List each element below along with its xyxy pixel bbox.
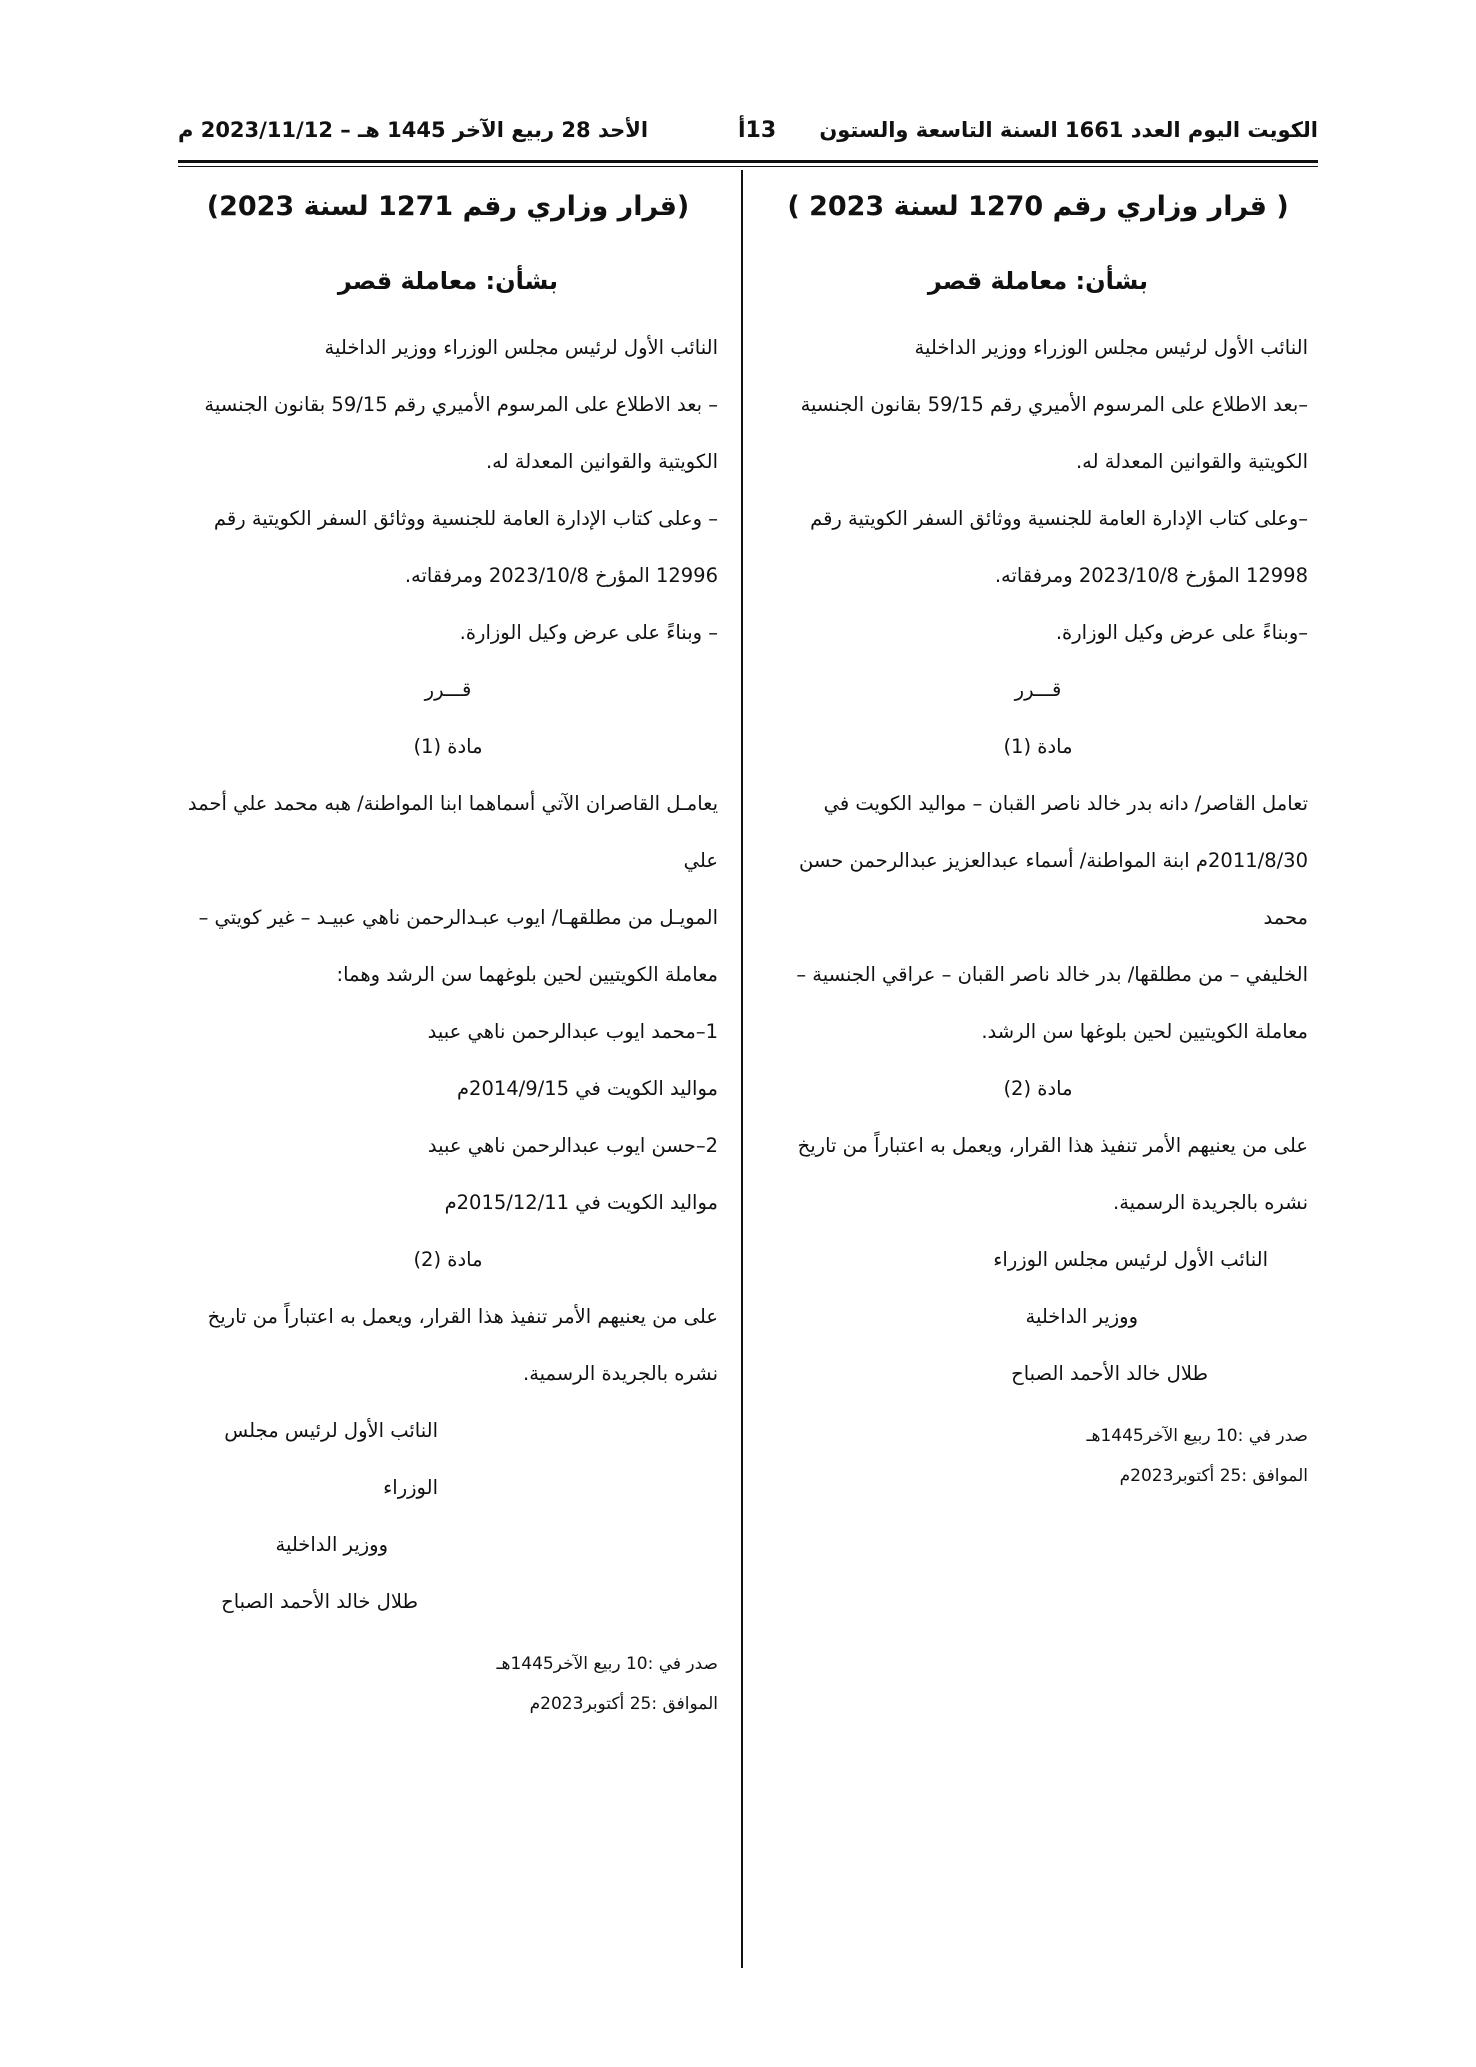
header-rule-thick <box>178 160 1318 163</box>
signatory-name: طلال خالد الأحمد الصباح <box>221 1590 418 1613</box>
issuer-line: النائب الأول لرئيس مجلس الوزراء ووزير الداخلية <box>324 336 718 359</box>
article-text: على من يعنيهم الأمر تنفيذ هذا القرار، ويعمل به اعتباراً من تاريخ <box>797 1134 1308 1157</box>
decision-1271-column <box>178 185 718 1724</box>
article-text: معاملة الكويتيين لحين بلوغها سن الرشد. <box>981 1020 1308 1043</box>
preamble-line: – وعلى كتاب الإدارة العامة للجنسية ووثائق السفر الكويتية رقم <box>213 507 718 530</box>
issued-date: صدر في :10 ربيع الآخر1445هـ <box>1086 1426 1308 1446</box>
article-text: الخليفي – من مطلقها/ بدر خالد ناصر القبان – عراقي الجنسية – <box>796 963 1308 986</box>
signatory-role: ووزير الداخلية <box>275 1533 388 1556</box>
preamble-line: الكويتية والقوانين المعدلة له. <box>1075 450 1308 473</box>
gazette-issue-info: الكويت اليوم العدد 1661 السنة التاسعة والستون <box>819 118 1318 142</box>
signatory-title: النائب الأول لرئيس مجلس الوزراء <box>993 1248 1268 1271</box>
preamble-line: 12996 المؤرخ 2023/10/8 ومرفقاته. <box>404 564 718 587</box>
article-text: يعامـل القاصران الآتي أسماهما ابنا المواطنة/ هبه محمد علي أحمد علي <box>187 792 718 872</box>
article-2-heading: مادة (2) <box>413 1248 483 1271</box>
signatory-role: ووزير الداخلية <box>1025 1305 1138 1328</box>
decision-1270-column <box>768 185 1308 1496</box>
article-text: تعامل القاصر/ دانه بدر خالد ناصر القبان – مواليد الكويت في <box>823 792 1308 815</box>
gazette-date: الأحد 28 ربيع الآخر 1445 هـ – 2023/11/12 م <box>178 118 649 142</box>
article-text: معاملة الكويتيين لحين بلوغهما سن الرشد وهما: <box>336 963 718 986</box>
article-1-heading: مادة (1) <box>413 735 483 758</box>
preamble-line: –بعد الاطلاع على المرسوم الأميري رقم 59/15 بقانون الجنسية <box>800 393 1308 416</box>
issued-date: صدر في :10 ربيع الآخر1445هـ <box>496 1654 718 1674</box>
signatory-title: النائب الأول لرئيس مجلس الوزراء <box>224 1419 438 1499</box>
corresponding-date: الموافق :25 أكتوبر2023م <box>529 1694 718 1714</box>
article-2-heading: مادة (2) <box>1003 1077 1073 1100</box>
preamble-line: 12998 المؤرخ 2023/10/8 ومرفقاته. <box>994 564 1308 587</box>
preamble-line: –وعلى كتاب الإدارة العامة للجنسية ووثائق السفر الكويتية رقم <box>810 507 1308 530</box>
preamble-line: –وبناءً على عرض وكيل الوزارة. <box>1055 621 1308 644</box>
preamble-line: الكويتية والقوانين المعدلة له. <box>485 450 718 473</box>
decision-title: ( قرار وزاري رقم 1270 لسنة 2023 ) <box>787 191 1289 222</box>
decided-heading: قـــرر <box>424 678 472 701</box>
decision-title: (قرار وزاري رقم 1271 لسنة 2023) <box>206 191 690 222</box>
header-rule-thin <box>178 166 1318 167</box>
article-text: 2011/8/30م ابنة المواطنة/ أسماء عبدالعزيز عبدالرحمن حسن محمد <box>799 849 1308 929</box>
preamble-line: – بعد الاطلاع على المرسوم الأميري رقم 59/15 بقانون الجنسية <box>204 393 718 416</box>
corresponding-date: الموافق :25 أكتوبر2023م <box>1119 1466 1308 1486</box>
article-text: نشره بالجريدة الرسمية. <box>523 1362 718 1385</box>
article-text: المويـل من مطلقهـا/ ايوب عبـدالرحمن ناهي عبيـد – غير كويتي – <box>198 906 718 929</box>
decided-heading: قـــرر <box>1014 678 1062 701</box>
minor-2-birth: مواليد الكويت في 2015/12/11م <box>444 1191 718 1214</box>
preamble-line: – وبناءً على عرض وكيل الوزارة. <box>459 621 718 644</box>
page-number: 13أ <box>738 118 777 143</box>
article-1-heading: مادة (1) <box>1003 735 1073 758</box>
minor-1-birth: مواليد الكويت في 2014/9/15م <box>456 1077 718 1100</box>
issuer-line: النائب الأول لرئيس مجلس الوزراء ووزير الداخلية <box>914 336 1308 359</box>
minor-2-name: 2–حسن ايوب عبدالرحمن ناهي عبيد <box>427 1134 718 1157</box>
decision-subject: بشأن: معاملة قصر <box>927 267 1149 295</box>
decision-subject: بشأن: معاملة قصر <box>337 267 559 295</box>
column-divider <box>741 170 743 1968</box>
minor-1-name: 1–محمد ايوب عبدالرحمن ناهي عبيد <box>427 1020 718 1043</box>
article-text: على من يعنيهم الأمر تنفيذ هذا القرار، ويعمل به اعتباراً من تاريخ <box>207 1305 718 1328</box>
signatory-name: طلال خالد الأحمد الصباح <box>1011 1362 1208 1385</box>
page-header <box>178 118 1318 158</box>
article-text: نشره بالجريدة الرسمية. <box>1113 1191 1308 1214</box>
